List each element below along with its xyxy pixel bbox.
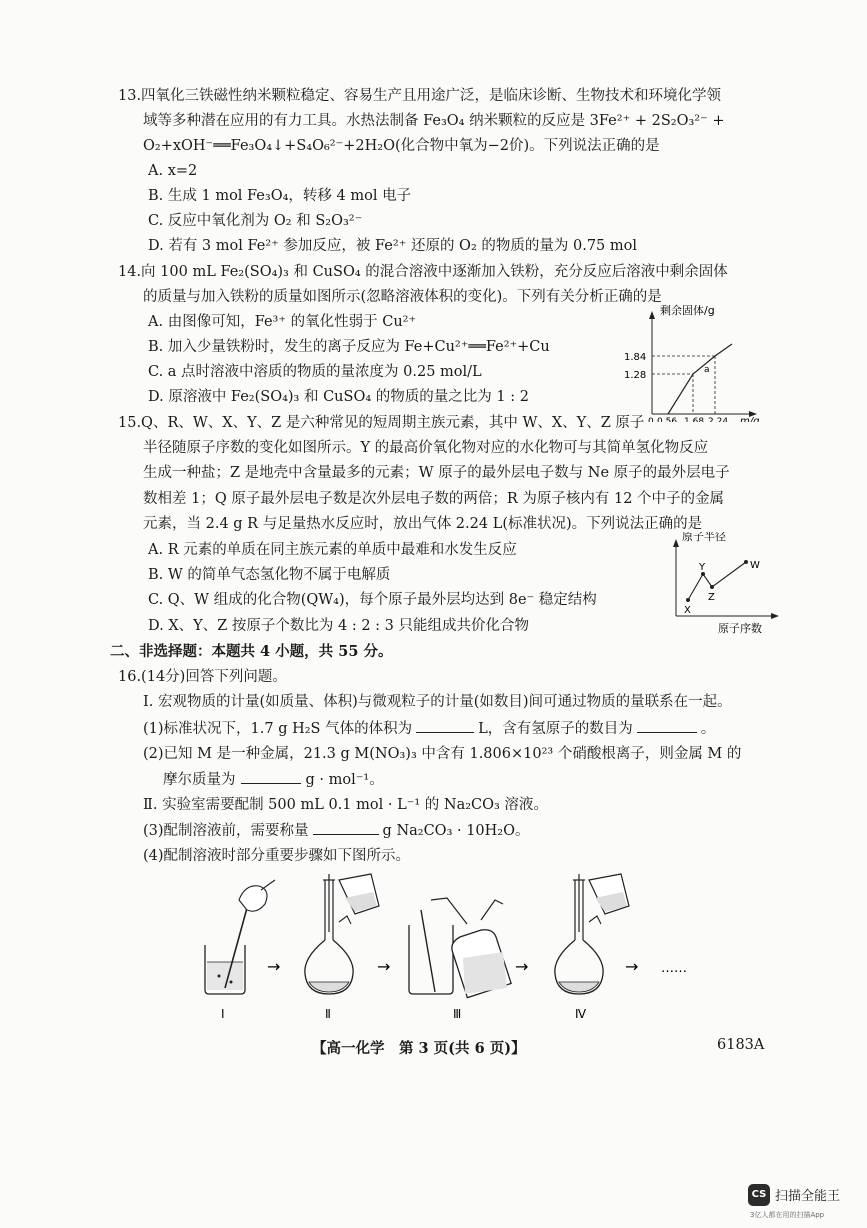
q15-chart-ylabel: 原子半径 <box>682 532 726 543</box>
q16-sub4: (4)配制溶液时部分重要步骤如下图所示。 <box>143 848 411 864</box>
q14-graph-point-a: a <box>704 365 710 375</box>
q13-stem-line1: 13.四氧化三铁磁性纳米颗粒稳定、容易生产且用途广泛，是临床诊断、生物技术和环境化学领 <box>118 88 722 104</box>
q13-stem-line2: 域等多种潜在应用的有力工具。水热法制备 Fe₃O₄ 纳米颗粒的反应是 3Fe²⁺ + 2S₂O₃²⁻ + <box>143 113 725 129</box>
q14-option-c: C. a 点时溶液中溶质的物质的量浓度为 0.25 mol/L <box>148 364 482 380</box>
q15-stem-line4: 数相差 1；Q 原子最外层电子数是次外层电子数的两倍；R 为原子核内有 12 个中子的金属 <box>143 491 725 507</box>
q15-point-z <box>710 585 714 589</box>
q14-graph-xtick-3: 1.68 <box>684 417 705 422</box>
scanner-watermark <box>748 1180 858 1220</box>
step-label-3: Ⅲ <box>453 1007 462 1021</box>
q14-graph-ytick-2: 1.28 <box>624 370 647 381</box>
q16-blank-3[interactable] <box>241 769 301 784</box>
q14-graph-ylabel: 剩余固体/g <box>660 304 715 317</box>
q14-graph-ytick-1: 1.84 <box>624 352 647 363</box>
q16-sub2-line2: 摩尔质量为 g · mol⁻¹。 <box>163 769 384 790</box>
step-arrow-1: → <box>267 957 281 976</box>
q15-radius-chart <box>662 532 782 646</box>
q13-option-d: D. 若有 3 mol Fe²⁺ 参加反应，被 Fe²⁺ 还原的 O₂ 的物质的量为 0.75 mol <box>148 238 637 254</box>
page-footer-title: 【高一化学 第 3 页(共 6 页)】 <box>312 1040 526 1057</box>
q16-sub1: (1)标准状况下，1.7 g H₂S 气体的体积为 L，含有氢原子的数目为 。 <box>143 718 715 739</box>
step-2-transfer-illustration <box>305 874 379 994</box>
q14-option-d: D. 原溶液中 Fe₂(SO₄)₃ 和 CuSO₄ 的物质的量之比为 1 : 2 <box>148 389 529 405</box>
q13-option-a: A. x=2 <box>148 163 198 179</box>
solution-prep-steps-figure <box>195 870 715 1034</box>
q14-graph <box>612 302 762 426</box>
section-2-heading: 二、非选择题：本题共 4 小题，共 55 分。 <box>110 643 393 660</box>
step-1-dissolve-illustration <box>205 880 275 994</box>
q15-option-d: D. X、Y、Z 按原子个数比为 4 : 2 : 3 只能组成共价化合物 <box>148 618 530 634</box>
q15-label-x: X <box>684 605 691 616</box>
q16-part1-intro: Ⅰ. 宏观物质的计量(如质量、体积)与微观粒子的计量(如数目)间可通过物质的量联系在一起。 <box>143 694 732 710</box>
step-arrow-3: → <box>515 957 529 976</box>
q13-option-b: B. 生成 1 mol Fe₃O₄，转移 4 mol 电子 <box>148 188 412 204</box>
scanner-brand-tagline: 3亿人都在用的扫描App <box>750 1211 825 1219</box>
q13-stem-line3: O₂+xOH⁻══Fe₃O₄↓+S₄O₆²⁻+2H₂O(化合物中氧为−2价)。下列说法正确的是 <box>143 138 660 154</box>
q16-blank-1[interactable] <box>416 718 474 733</box>
q16-sub3: (3)配制溶液前，需要称量 g Na₂CO₃ · 10H₂O。 <box>143 820 530 841</box>
paper-code: 6183A <box>717 1037 765 1053</box>
q14-stem-line1: 14.向 100 mL Fe₂(SO₄)₃ 和 CuSO₄ 的混合溶液中逐渐加入铁粉，充分反应后溶液中剩余固体 <box>118 264 728 280</box>
q14-graph-xlabel: m/g <box>740 416 760 422</box>
q15-option-b: B. W 的简单气态氢化物不属于电解质 <box>148 567 391 583</box>
q16-sub2-line1: (2)已知 M 是一种金属，21.3 g M(NO₃)₃ 中含有 1.806×10²³ 个硝酸根离子，则金属 M 的 <box>143 746 742 762</box>
q15-chart-xlabel: 原子序数 <box>718 622 762 635</box>
camscanner-logo-icon: CS <box>748 1184 770 1206</box>
q15-point-x <box>686 598 690 602</box>
step-label-4: Ⅳ <box>575 1007 587 1021</box>
step-4-transfer-illustration <box>555 874 629 994</box>
scanner-brand-name: 扫描全能王 <box>775 1189 841 1204</box>
q15-stem-line3: 生成一种盐；Z 是地壳中含量最多的元素；W 原子的最外层电子数与 Ne 原子的最外层电子 <box>143 465 730 481</box>
q15-stem-line1: 15.Q、R、W、X、Y、Z 是六种常见的短周期主族元素，其中 W、X、Y、Z 原子 <box>118 415 645 431</box>
q15-stem-line2: 半径随原子序数的变化如图所示。Y 的最高价氧化物对应的水化物可与其简单氢化物反应 <box>143 440 709 456</box>
q14-option-a: A. 由图像可知，Fe³⁺ 的氧化性弱于 Cu²⁺ <box>148 314 417 330</box>
step-arrow-4: → <box>625 957 639 976</box>
q16-blank-4[interactable] <box>313 820 379 835</box>
step-label-2: Ⅱ <box>325 1007 331 1021</box>
q14-graph-xtick-1: 0 <box>648 417 654 422</box>
q15-stem-line5: 元素，当 2.4 g R 与足量热水反应时，放出气体 2.24 L(标准状况)。下列说法正确的是 <box>143 516 703 532</box>
steps-ellipsis: …… <box>661 961 687 976</box>
q15-option-a: A. R 元素的单质在同主族元素的单质中最难和水发生反应 <box>148 542 517 558</box>
step-arrow-2: → <box>377 957 391 976</box>
step-label-1: Ⅰ <box>221 1007 225 1021</box>
step-3-wash-illustration <box>409 898 511 998</box>
q14-graph-xtick-4: 2.24 <box>708 417 729 422</box>
q15-label-z: Z <box>708 592 715 603</box>
q15-label-w: W <box>750 560 760 571</box>
q15-point-w <box>744 560 748 564</box>
q14-option-b: B. 加入少量铁粉时，发生的离子反应为 Fe+Cu²⁺══Fe²⁺+Cu <box>148 339 550 355</box>
q16-part2-intro: Ⅱ. 实验室需要配制 500 mL 0.1 mol · L⁻¹ 的 Na₂CO₃ 溶液。 <box>143 797 548 813</box>
q15-label-y: Y <box>699 562 706 573</box>
q14-stem-line2: 的质量与加入铁粉的质量如图所示(忽略溶液体积的变化)。下列有关分析正确的是 <box>143 289 662 305</box>
q14-graph-xtick-2: 0.56 <box>657 417 678 422</box>
q13-option-c: C. 反应中氧化剂为 O₂ 和 S₂O₃²⁻ <box>148 213 363 229</box>
q15-option-c: C. Q、W 组成的化合物(QW₄)，每个原子最外层均达到 8e⁻ 稳定结构 <box>148 592 597 608</box>
q16-heading: 16.(14分)回答下列问题。 <box>118 669 287 685</box>
q16-blank-2[interactable] <box>637 718 697 733</box>
